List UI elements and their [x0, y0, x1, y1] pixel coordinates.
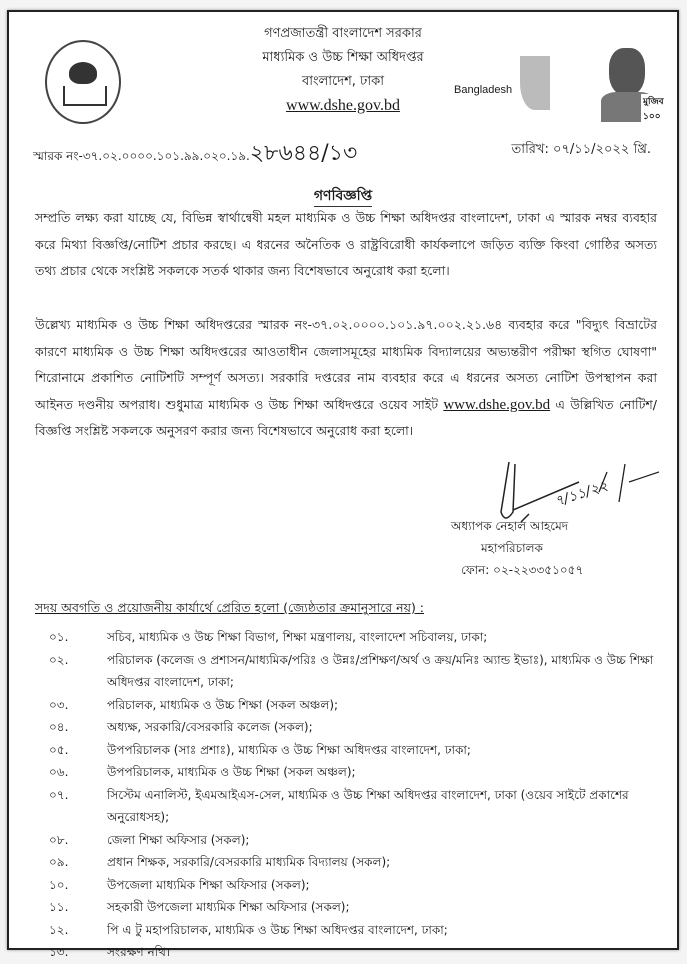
cc-item-number: ০৭. [49, 787, 69, 802]
signature-block [429, 452, 659, 582]
cc-item-text: প্রধান শিক্ষক, সরকারি/বেসরকারি মাধ্যমিক বিদ্যালয় (সকল); [107, 855, 391, 869]
signatory-name: অধ্যাপক নেহাল আহমেদ [451, 519, 569, 533]
govt-name: গণপ্রজাতন্ত্রী বাংলাদেশ সরকার [264, 26, 422, 41]
cc-item-number: ০৫. [49, 742, 69, 757]
cc-list-item [39, 919, 659, 942]
paragraph-2: উল্লেখ্য মাধ্যমিক ও উচ্চ শিক্ষা অধিদপ্তরের স্মারক নং-৩৭.০২.০০০০.১০১.৯৭.০০২.২১.৬৪ ব্যবহার করে "বিদ্যুৎ বিভ্রাটের কারণে মাধ্যমিক ও উচ্চ শিক্ষা অধিদপ্তরের আওতাধীন জেলাসমূহের মাধ্যমিক বিদ্যালয়ের অভ্যন্তরীণ পরীক্ষা স্থগিত ঘোষণা" শিরোনামে প্রকাশিত নোটিশটি সম্পূর্ণ অসত্য। সরকারি দপ্তরের নাম ব্যবহার করে এ ধরনের অসত্য নোটিশ উপস্থাপন করা আইনত দণ্ডনীয় অপরাধ। শুধুমাত্র মাধ্যমিক ও উচ্চ শিক্ষা অধিদপ্তরে ওয়েব সাইট www.dshe.gov.bd এ উল্লিখিত নোটিশ/বিজ্ঞপ্তি সংশ্লিষ্ট সকলকে অনুসরণ করার জন্য বিশেষভাবে অনুরোধ করা হলো। [35, 317, 657, 438]
cc-list [39, 626, 659, 964]
cc-item-number: ০৯. [49, 855, 69, 869]
cc-item-text: পরিচালক (কলেজ ও প্রশাসন/মাধ্যমিক/পরিঃ ও উন্নঃ/প্রশিক্ষণ/অর্থ ও ক্রয়/মনিঃ অ্যান্ড ইভাঃ), মাধ্যমিক ও উচ্চ শিক্ষা অধিদপ্তর বাংলাদেশ, ঢাকা; [107, 652, 654, 689]
cc-item-number: ০৮. [49, 832, 69, 847]
notice-document [7, 10, 679, 959]
cc-list-item [39, 626, 659, 649]
cc-item-number: ০৪. [49, 720, 69, 734]
cc-list-item [39, 739, 659, 762]
cc-item-text: সচিব, মাধ্যমিক ও উচ্চ শিক্ষা বিভাগ, শিক্ষা মন্ত্রণালয়, বাংলাদেশ সচিবালয়, ঢাকা; [107, 630, 488, 644]
mujib-100-logo: মুজিব ১০০ [599, 42, 671, 122]
letterhead [9, 22, 677, 118]
signatory-designation: মহাপরিচালক [481, 541, 543, 555]
cc-item-number: ১১. [49, 900, 69, 914]
cc-item-number: ১৩. [49, 945, 69, 959]
cc-item-text: সিস্টেম এনালিস্ট, ইএমআইএস-সেল, মাধ্যমিক ও উচ্চ শিক্ষা অধিদপ্তর বাংলাদেশ, ঢাকা (ওয়েব সাইটে প্রকাশের অনুরোধসহ); [107, 787, 629, 824]
cc-list-item [39, 649, 659, 694]
cc-item-number: ০৬. [49, 765, 69, 779]
cc-item-number: ১০. [49, 877, 69, 892]
cc-item-text: পি এ টু মহাপরিচালক, মাধ্যমিক ও উচ্চ শিক্ষা অধিদপ্তর বাংলাদেশ, ঢাকা; [107, 922, 448, 937]
signature-date: ৭/১১/২২ [552, 477, 611, 511]
memo-date: তারিখ: ০৭/১১/২০২২ খ্রি. [511, 142, 651, 157]
cc-item-text: সহকারী উপজেলা মাধ্যমিক শিক্ষা অফিসার (সকল); [107, 900, 350, 914]
dept-name: মাধ্যমিক ও উচ্চ শিক্ষা অধিদপ্তর [262, 50, 424, 65]
cc-item-text: উপজেলা মাধ্যমিক শিক্ষা অফিসার (সকল); [107, 877, 310, 892]
cc-item-number: ০১. [49, 630, 69, 644]
memo-number: স্মারক নং-৩৭.০২.০০০০.১০১.৯৯.০২০.১৯.২৮৬৪৪/১৩ [33, 141, 358, 166]
cc-list-item [39, 941, 659, 964]
cc-list-item [39, 784, 659, 829]
cc-item-text: অধ্যক্ষ, সরকারি/বেসরকারি কলেজ (সকল); [107, 720, 313, 734]
cc-item-number: ০৩. [49, 697, 69, 712]
cc-item-number: ১২. [49, 922, 69, 937]
cc-list-item [39, 874, 659, 897]
website-link-inline[interactable]: www.dshe.gov.bd [443, 396, 551, 413]
cc-list-item [39, 829, 659, 852]
notice-title: গণবিজ্ঞপ্তি [9, 184, 677, 208]
cc-item-text: সংরক্ষণ নথি। [107, 945, 171, 959]
cc-item-text: উপপরিচালক (সাঃ প্রশাঃ), মাধ্যমিক ও উচ্চ শিক্ষা অধিদপ্তর বাংলাদেশ, ঢাকা; [107, 742, 471, 757]
cc-list-item [39, 694, 659, 717]
cc-list-item [39, 896, 659, 919]
handwritten-number: ২৮৬৪৪/১৩ [249, 141, 358, 166]
cc-item-number: ০২. [49, 652, 69, 667]
golden-jubilee-logo: Bangladesh [454, 42, 554, 112]
cc-item-text: উপপরিচালক, মাধ্যমিক ও উচ্চ শিক্ষা (সকল অঞ্চল); [107, 765, 356, 779]
cc-item-text: পরিচালক, মাধ্যমিক ও উচ্চ শিক্ষা (সকল অঞ্চল); [107, 697, 339, 712]
cc-item-text: জেলা শিক্ষা অফিসার (সকল); [107, 832, 250, 847]
paragraph-1: সম্প্রতি লক্ষ্য করা যাচ্ছে যে, বিভিন্ন স্বার্থান্বেষী মহল মাধ্যমিক ও উচ্চ শিক্ষা অধিদপ্তর বাংলাদেশ, ঢাকা এ স্মারক নম্বর ব্যবহার করে মিথ্যা বিজ্ঞপ্তি/নোটিশ প্রচার করছে। এ ধরনের অনৈতিক ও রাষ্ট্রবিরোধী কার্যকলাপে জড়িত ব্যক্তি কিংবা গোষ্ঠির অসত্য তথ্য প্রচার থেকে সংশ্লিষ্ট সকলকে সতর্ক থাকার জন্য বিশেষভাবে অনুরোধ করা হলো। [35, 210, 657, 278]
cc-list-item [39, 716, 659, 739]
cc-heading: সদয় অবগতি ও প্রয়োজনীয় কার্যার্থে প্রেরিত হলো (জ্যেষ্ঠতার ক্রমানুসারে নয়) : [35, 600, 425, 615]
cc-list-item [39, 761, 659, 784]
signatory-phone: ফোন: ০২-২২৩৩৫১০৫৭ [461, 563, 584, 577]
cc-list-item [39, 851, 659, 874]
dept-location: বাংলাদেশ, ঢাকা [301, 74, 385, 89]
website-link[interactable]: www.dshe.gov.bd [286, 97, 400, 114]
